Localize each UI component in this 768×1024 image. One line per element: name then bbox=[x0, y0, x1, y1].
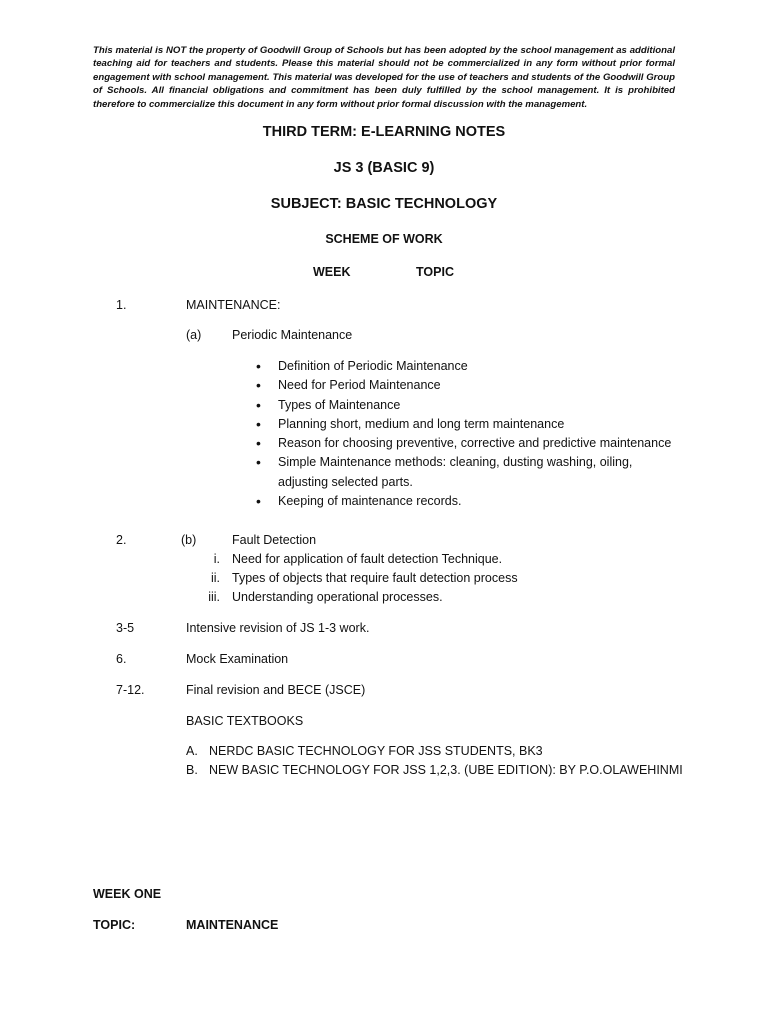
topic-value: MAINTENANCE bbox=[186, 918, 279, 932]
week-3-5-number: 3-5 bbox=[116, 621, 135, 635]
textbook-title: NERDC BASIC TECHNOLOGY FOR JSS STUDENTS, BK3 bbox=[209, 744, 543, 758]
topic-column-header: TOPIC bbox=[416, 265, 454, 279]
roman-numeral: i. bbox=[213, 552, 220, 566]
week-1-topic: MAINTENANCE: bbox=[186, 298, 281, 312]
week-6-number: 6. bbox=[116, 652, 127, 666]
week-7-12-topic: Final revision and BECE (JSCE) bbox=[186, 683, 366, 697]
subtopic-a-label: (a) bbox=[186, 328, 202, 342]
list-item: • Planning short, medium and long term maintenance bbox=[256, 415, 676, 434]
week-one-heading: WEEK ONE bbox=[93, 887, 162, 901]
list-item: • Types of Maintenance bbox=[256, 396, 676, 415]
textbooks-heading: BASIC TEXTBOOKS bbox=[186, 714, 304, 728]
subject-heading: SUBJECT: BASIC TECHNOLOGY bbox=[270, 196, 498, 212]
textbook-label: B. bbox=[186, 763, 198, 777]
disclaimer-text: This material is NOT the property of Goodwill Group of Schools but has been adopted by the school management as additional teaching aid for teachers and students. Please this material should not be commercialized in any form without prior formal engagement with school management. This material was developed for the use of teachers and students of the Goodwill Group of Schools. All financial obligations and commitment has been duly fulfilled by the school management. It is prohibited therefore to commercialize this document in any form without prior formal discussion with the management. bbox=[93, 45, 675, 110]
week-1-number: 1. bbox=[116, 298, 127, 312]
roman-numeral: iii. bbox=[208, 590, 220, 604]
subtopic-a-title: Periodic Maintenance bbox=[232, 328, 353, 342]
week-7-12-number: 7-12. bbox=[116, 683, 145, 697]
week-6-topic: Mock Examination bbox=[186, 652, 289, 666]
topic-label: TOPIC: bbox=[93, 918, 136, 932]
periodic-maintenance-list bbox=[256, 357, 676, 511]
list-item: • Reason for choosing preventive, corrective and predictive maintenance bbox=[256, 434, 676, 453]
list-item: • Simple Maintenance methods: cleaning, dusting washing, oiling, adjusting selected parts. bbox=[256, 453, 676, 492]
scheme-heading: SCHEME OF WORK bbox=[325, 232, 443, 246]
fault-detection-item: Types of objects that require fault detection process bbox=[232, 571, 518, 585]
class-heading: JS 3 (BASIC 9) bbox=[333, 160, 435, 176]
subtopic-b-label: (b) bbox=[181, 533, 197, 547]
fault-detection-item: Understanding operational processes. bbox=[232, 590, 443, 604]
roman-numeral: ii. bbox=[210, 571, 220, 585]
list-item: • Definition of Periodic Maintenance bbox=[256, 357, 676, 376]
subtopic-b-title: Fault Detection bbox=[232, 533, 317, 547]
fault-detection-item: Need for application of fault detection Technique. bbox=[232, 552, 503, 566]
list-item: • Need for Period Maintenance bbox=[256, 376, 676, 395]
week-column-header: WEEK bbox=[313, 265, 351, 279]
page-title: THIRD TERM: E-LEARNING NOTES bbox=[262, 124, 506, 140]
week-2-number: 2. bbox=[116, 533, 127, 547]
textbook-title: NEW BASIC TECHNOLOGY FOR JSS 1,2,3. (UBE EDITION): BY P.O.OLAWEHINMI bbox=[209, 763, 683, 777]
textbook-label: A. bbox=[186, 744, 198, 758]
week-3-5-topic: Intensive revision of JS 1-3 work. bbox=[186, 621, 370, 635]
list-item: • Keeping of maintenance records. bbox=[256, 492, 676, 511]
